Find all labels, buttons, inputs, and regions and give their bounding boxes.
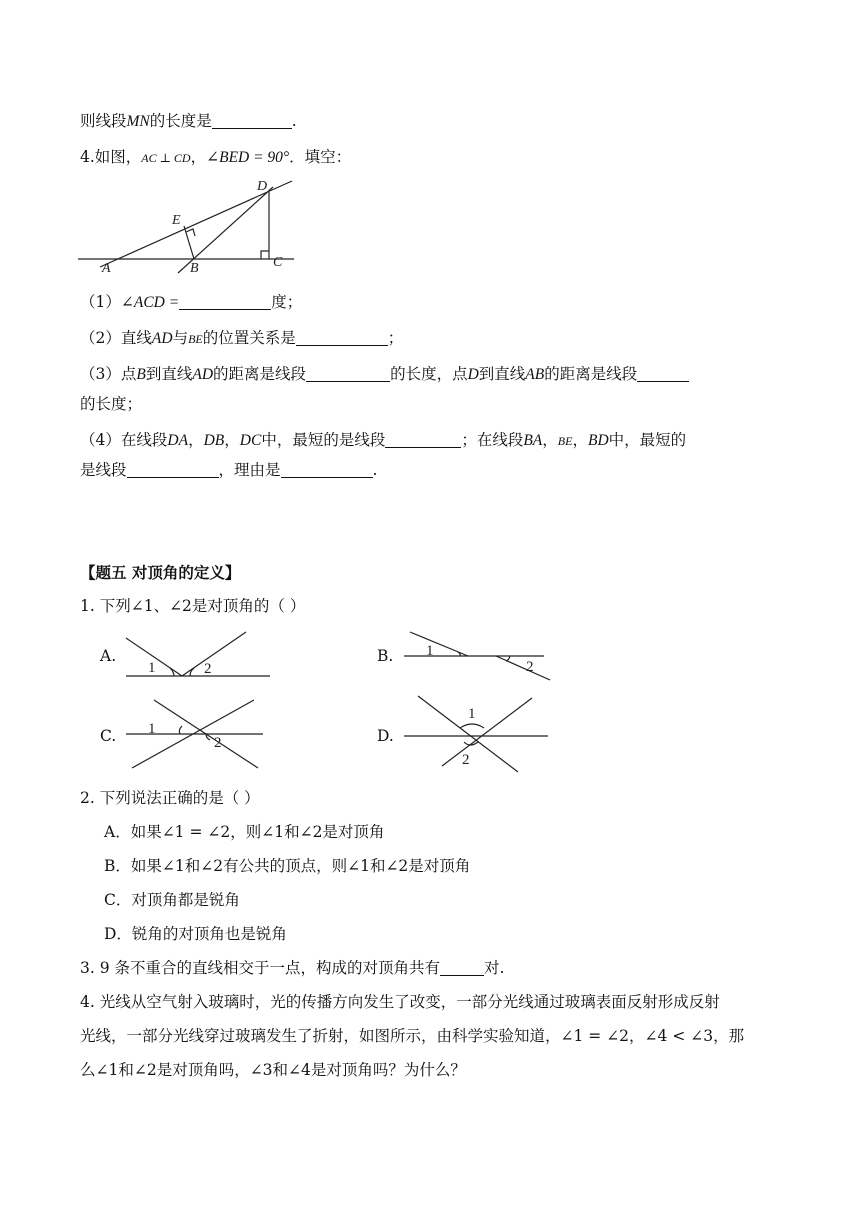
option-d-figure[interactable] <box>396 692 556 774</box>
svg-text:1: 1 <box>148 660 156 676</box>
section-heading: 【题五 对顶角的定义】 <box>80 564 241 582</box>
option-b-label[interactable]: B. <box>377 647 394 665</box>
label-d: D <box>257 179 268 194</box>
svg-text:2: 2 <box>526 659 534 675</box>
s1-stem: 1. 下列∠1、∠2是对顶角的（ ） <box>80 597 306 615</box>
option-c-figure[interactable] <box>118 696 278 772</box>
option-d-label[interactable]: D. <box>377 727 394 745</box>
svg-text:2: 2 <box>214 735 222 751</box>
answer-blank[interactable] <box>637 365 689 382</box>
right-angle-e <box>186 229 195 236</box>
q4-stem: 4.如图，AC ⊥ CD，∠BED = 90°．填空： <box>80 148 352 166</box>
q4-part-3-cont: 的长度； <box>80 395 143 413</box>
option-b-figure[interactable] <box>396 626 556 686</box>
label-c: C <box>273 255 283 270</box>
prev-question-tail: 则线段MN的长度是 . <box>80 112 297 130</box>
q4-part-1: （1）∠ACD = 度； <box>80 293 303 311</box>
answer-blank[interactable] <box>179 293 271 310</box>
right-angle-c <box>261 251 269 259</box>
q4-part-4-cont: 是线段 ，理由是 . <box>80 461 378 479</box>
label-a: A <box>102 261 111 276</box>
q4-part-4: （4）在线段DA，DB，DC中，最短的是线段 ；在线段BA，BE，BD中，最短的 <box>80 431 687 449</box>
answer-blank[interactable] <box>212 112 292 129</box>
svg-text:1: 1 <box>426 643 434 659</box>
label-e: E <box>172 213 181 228</box>
answer-blank[interactable] <box>281 461 373 478</box>
svg-text:2: 2 <box>204 661 212 677</box>
q4-figure <box>70 176 310 280</box>
s2-option-b[interactable]: B．如果∠1和∠2有公共的顶点，则∠1和∠2是对顶角 <box>104 857 471 875</box>
answer-blank[interactable] <box>440 959 484 976</box>
answer-blank[interactable] <box>306 365 390 382</box>
option-a-label[interactable]: A. <box>100 647 117 665</box>
s2-option-a[interactable]: A．如果∠1 = ∠2，则∠1和∠2是对顶角 <box>104 823 385 841</box>
answer-blank[interactable] <box>127 461 219 478</box>
svg-text:2: 2 <box>462 752 470 768</box>
svg-text:1: 1 <box>148 721 156 737</box>
s4-line-3: 么∠1和∠2是对顶角吗，∠3和∠4是对顶角吗？为什么？ <box>80 1061 466 1079</box>
answer-blank[interactable] <box>296 329 388 346</box>
s4-line-1: 4. 光线从空气射入玻璃时，光的传播方向发生了改变，一部分光线通过玻璃表面反射形成反射 <box>80 993 720 1011</box>
option-c-label[interactable]: C. <box>100 727 117 745</box>
option-a-figure[interactable] <box>118 626 278 682</box>
q4-part-3: （3）点B到直线AD的距离是线段 的长度，点D到直线AB的距离是线段 <box>80 363 790 386</box>
s2-stem: 2. 下列说法正确的是（ ） <box>80 789 260 807</box>
svg-text:1: 1 <box>468 706 476 722</box>
label-b: B <box>190 261 199 276</box>
q4-part-2: （2）直线AD与BE的位置关系是 ； <box>80 329 404 347</box>
answer-blank[interactable] <box>385 431 461 448</box>
s3-stem: 3. 9 条不重合的直线相交于一点，构成的对顶角共有 对. <box>80 959 505 977</box>
s2-option-c[interactable]: C．对顶角都是锐角 <box>104 891 240 909</box>
s2-option-d[interactable]: D．锐角的对顶角也是锐角 <box>104 925 287 943</box>
s4-line-2: 光线，一部分光线穿过玻璃发生了折射，如图所示，由科学实验知道，∠1 = ∠2，∠4 < ∠3，那 <box>80 1027 745 1045</box>
